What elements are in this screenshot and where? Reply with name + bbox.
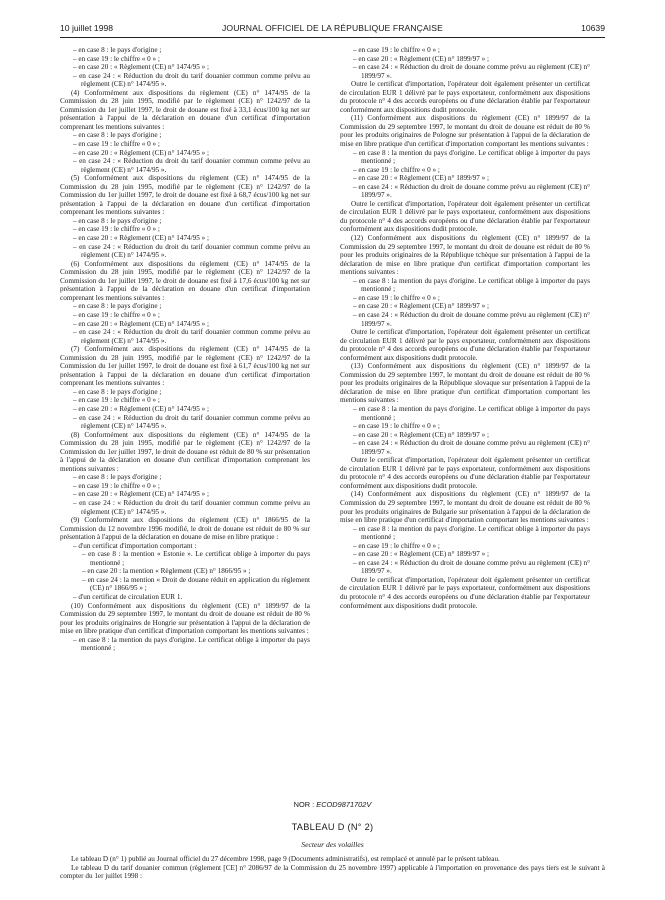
paragraph: Outre le certificat d'importation, l'opérateur doit également présenter un certificat de circulation EUR 1 délivré par le pays exportateur, conformément aux dispositions du protocole n° 4 des accords européens ou d'une déclaration établie par l'exportateur conformément aux dispositions dudit protocole. <box>340 80 590 114</box>
paragraph: (14) Conformément aux dispositions du règlement (CE) n° 1899/97 de la Commission du 29 septembre 1997, le montant du droit de douane est réduit de 80 % pour les produits originaires de Bulgarie sur présentation à l'appui de la déclaration de mise en libre pratique d'un certificat d'importation comportant les mentions suivantes : <box>340 490 590 525</box>
footer-paragraph: Le tableau D du tarif douanier commun (règlement [CE] n° 2086/97 de la Commission du 25 novembre 1997) applicable à l'importation en provenance des pays tiers est le suivant à compter du 1er juillet 1998 : <box>60 863 605 881</box>
paragraph: – en case 24 : « Réduction du droit de douane comme prévu au règlement (CE) n° 1899/97 ». <box>353 558 590 576</box>
paragraph: – en case 20 : « Règlement (CE) n° 1474/95 » ; <box>73 490 210 499</box>
paragraph: – en case 19 : le chiffre « 0 » ; <box>353 422 440 431</box>
footer-paragraph: Le tableau D (n° 1) publié au Journal officiel du 27 décembre 1998, page 9 (Documents administratifs), est remplacé et annulé par le présent tableau. <box>71 855 500 863</box>
paragraph: – en case 20 : la mention « Règlement (CE) n° 1866/95 » ; <box>82 567 251 576</box>
paragraph: (5) Conformément aux dispositions du règlement (CE) n° 1474/95 de la Commission du 28 juin 1995, modifié par le règlement (CE) n° 1242/97 de la Commission du 1er juillet 1997, le droit de douane est fixé à 68,7 écus/100 kg net sur présentation à l'appui de la déclaration en douane d'un certificat d'importation comprenant les mentions suivantes : <box>60 174 310 217</box>
paragraph: (9) Conformément aux dispositions du règlement (CE) n° 1866/95 de la Commission du 12 novembre 1996 modifié, le droit de douane est réduit de 80 % sur présentation à l'appui de la déclaration en douane de mise en libre pratique : <box>60 516 310 542</box>
paragraph: (4) Conformément aux dispositions du règlement (CE) n° 1474/95 de la Commission du 28 juin 1995, modifié par le règlement (CE) n° 1242/97 de la Commission du 1er juillet 1997, le droit de douane est fixé à 33,1 écus/100 kg net sur présentation à l'appui de la déclaration en douane d'un certificat d'importation comprenant les mentions suivantes : <box>60 88 310 131</box>
paragraph: Outre le certificat d'importation, l'opérateur doit également présenter un certificat de circulation EUR 1 délivré par le pays exportateur, conformément aux dispositions du protocole n° 4 des accords européens ou d'une déclaration établie par l'exportateur conformément aux dispositions dudit protocole. <box>340 575 590 610</box>
paragraph: – en case 20 : « Règlement (CE) n° 1474/95 » ; <box>73 234 210 243</box>
paragraph: – en case 8 : la mention du pays d'origine. Le certificat oblige à importer du pays mentionné ; <box>353 276 590 294</box>
paragraph: – en case 19 : le chiffre « 0 » ; <box>353 293 440 302</box>
paragraph: – en case 24 : « Réduction du droit du tarif douanier commun comme prévu au règlement (CE) n° 1474/95 ». <box>73 71 310 89</box>
paragraph: – en case 24 : « Réduction du droit de douane comme prévu au règlement (CE) n° 1899/97 ». <box>353 182 590 200</box>
paragraph: – en case 19 : le chiffre « 0 » ; <box>73 396 160 405</box>
paragraph: – en case 19 : le chiffre « 0 » ; <box>73 481 160 490</box>
nor-reference <box>0 800 665 809</box>
paragraph: – en case 24 : « Réduction du droit du tarif douanier commun comme prévu au règlement (CE) n° 1474/95 ». <box>73 157 310 174</box>
paragraph: (6) Conformément aux dispositions du règlement (CE) n° 1474/95 de la Commission du 28 juin 1995, modifié par le règlement (CE) n° 1242/97 de la Commission du 1er juillet 1997, le droit de douane est fixé à 17,6 écus/100 kg net sur présentation à l'appui de la déclaration en douane d'un certificat d'importation comprenant les mentions suivantes : <box>60 259 310 302</box>
paragraph: – en case 19 : le chiffre « 0 » ; <box>73 225 160 234</box>
paragraph: Outre le certificat d'importation, l'opérateur doit également présenter un certificat de circulation EUR 1 délivré par le pays exportateur, conformément aux dispositions du protocole n° 4 des accords européens ou d'une déclaration établie par l'exportateur conformément aux dispositions dudit protocole. <box>340 199 590 234</box>
paragraph: – en case 8 : la mention du pays d'origine. Le certificat oblige à importer du pays mentionné ; <box>353 524 590 542</box>
paragraph: – en case 24 : « Réduction du droit de douane comme prévu au règlement (CE) n° 1899/97 ». <box>353 63 590 80</box>
nor-label: NOR : <box>293 800 315 809</box>
paragraph: – en case 20 : « Règlement (CE) n° 1899/97 » ; <box>353 54 490 63</box>
nor-value: ECOD9871702V <box>316 800 372 809</box>
paragraph: – d'un certificat de circulation EUR 1. <box>73 593 183 601</box>
paragraph: – en case 24 : « Réduction du droit du tarif douanier commun comme prévu au règlement (CE) n° 1474/95 ». <box>73 328 310 345</box>
paragraph: – en case 8 : le pays d'origine ; <box>73 302 162 311</box>
paragraph: (11) Conformément aux dispositions du règlement (CE) n° 1899/97 de la Commission du 29 septembre 1997, le montant du droit de douane est réduit de 80 % pour les produits originaires de Pologne sur présentation à l'appui de la déclaration de mise en libre pratique d'un certificat d'importation comportant les mentions suivantes : <box>340 114 590 149</box>
paragraph: – en case 19 : le chiffre « 0 » ; <box>73 54 160 63</box>
paragraph: – en case 20 : « Règlement (CE) n° 1474/95 » ; <box>73 63 210 72</box>
paragraph: – en case 8 : le pays d'origine ; <box>73 46 162 54</box>
paragraph: – en case 19 : le chiffre « 0 » ; <box>73 140 160 149</box>
paragraph: (12) Conformément aux dispositions du règlement (CE) n° 1899/97 de la Commission du 29 septembre 1997, le montant du droit de douane est réduit de 80 % pour les produits originaires de la République tchèque sur présentation à l'appui de la déclaration de mise en libre pratique d'un certificat d'importation comportant les mentions suivantes : <box>340 234 590 277</box>
paragraph: – d'un certificat d'importation comportant : <box>73 541 197 550</box>
paragraph: (8) Conformément aux dispositions du règlement (CE) n° 1474/95 de la Commission du 28 juin 1995, modifié par le règlement (CE) n° 1242/97 de la Commission du 1er juillet 1997, le droit de douane est réduit de 80 % sur présentation à l'appui de la déclaration en douane d'un certificat d'importation comprenant les mentions suivantes : <box>60 430 310 473</box>
paragraph: – en case 20 : « Règlement (CE) n° 1899/97 » ; <box>353 174 490 183</box>
footer-text <box>60 855 605 881</box>
paragraph: (13) Conformément aux dispositions du règlement (CE) n° 1899/97 de la Commission du 29 septembre 1997, le montant du droit de douane est réduit de 80 % pour les produits originaires de la République slovaque sur présentation à l'appui de la déclaration de mise en libre pratique d'un certificat d'importation comportant les mentions suivantes : <box>340 362 590 405</box>
paragraph: – en case 20 : « Règlement (CE) n° 1474/95 » ; <box>73 319 210 328</box>
paragraph: – en case 24 : « Réduction du droit du tarif douanier commun comme prévu au règlement (CE) n° 1474/95 ». <box>73 242 310 260</box>
paragraph: – en case 24 : « Réduction du droit du tarif douanier commun comme prévu au règlement (CE) n° 1474/95 ». <box>73 413 310 431</box>
paragraph: – en case 19 : le chiffre « 0 » ; <box>73 310 160 319</box>
header-date: 10 juillet 1998 <box>60 23 114 33</box>
paragraph: (7) Conformément aux dispositions du règlement (CE) n° 1474/95 de la Commission du 28 juin 1995, modifié par le règlement (CE) n° 1242/97 de la Commission du 1er juillet 1997, le droit de douane est fixé à 61,7 écus/100 kg net sur présentation à l'appui de la déclaration en douane d'un certificat d'importation comprenant les mentions suivantes : <box>60 345 310 388</box>
paragraph: – en case 8 : le pays d'origine ; <box>73 473 162 482</box>
paragraph: – en case 8 : le pays d'origine ; <box>73 216 162 225</box>
sector-heading: Secteur des volailles <box>301 840 364 849</box>
paragraph: – en case 20 : « Règlement (CE) n° 1899/97 » ; <box>353 550 490 559</box>
paragraph: – en case 20 : « Règlement (CE) n° 1899/97 » ; <box>353 430 490 439</box>
paragraph: – en case 19 : le chiffre « 0 » ; <box>353 165 440 174</box>
paragraph: – en case 8 : la mention du pays d'origine. Le certificat oblige à importer du pays mentionné ; <box>353 404 590 422</box>
paragraph: Outre le certificat d'importation, l'opérateur doit également présenter un certificat de circulation EUR 1 délivré par le pays exportateur, conformément aux dispositions du protocole n° 4 des accords européens ou d'une déclaration établie par l'exportateur conformément aux dispositions dudit protocole. <box>340 328 590 362</box>
paragraph: – en case 20 : « Règlement (CE) n° 1474/95 » ; <box>73 404 210 413</box>
paragraph: – en case 8 : la mention du pays d'origine. Le certificat oblige à importer du pays mentionné ; <box>353 148 590 166</box>
right-column <box>340 46 590 610</box>
paragraph: – en case 19 : le chiffre « 0 » ; <box>353 541 440 550</box>
paragraph: – en case 8 : la mention « Estonie ». Le certificat oblige à importer du pays mentionné ; <box>82 550 310 567</box>
paragraph: – en case 24 : « Réduction du droit du tarif douanier commun comme prévu au règlement (CE) n° 1474/95 ». <box>73 498 310 516</box>
journal-title: JOURNAL OFFICIEL DE LA RÉPUBLIQUE FRANÇAISE <box>222 23 443 33</box>
left-column <box>60 46 310 653</box>
paragraph: (10) Conformément aux dispositions du règlement (CE) n° 1899/97 de la Commission du 29 septembre 1997, le montant du droit de douane est réduit de 80 % pour les produits originaires de Hongrie sur présentation à l'appui de la déclaration de mise en libre pratique d'un certificat d'importation comportant les mentions suivantes : <box>60 601 310 636</box>
header-rule <box>60 37 605 38</box>
paragraph: Outre le certificat d'importation, l'opérateur doit également présenter un certificat de circulation EUR 1 délivré par le pays exportateur, conformément aux dispositions du protocole n° 4 des accords européens ou d'une déclaration établie par l'exportateur conformément aux dispositions dudit protocole. <box>340 456 590 490</box>
paragraph: – en case 20 : « Règlement (CE) n° 1474/95 » ; <box>73 148 210 157</box>
paragraph: – en case 8 : le pays d'origine ; <box>73 131 162 140</box>
paragraph: – en case 24 : « Réduction du droit de douane comme prévu au règlement (CE) n° 1899/97 ». <box>353 439 590 456</box>
paragraph: – en case 19 : le chiffre « 0 » ; <box>353 46 440 54</box>
paragraph: – en case 8 : la mention du pays d'origine. Le certificat oblige à importer du pays mentionné ; <box>73 635 310 653</box>
page-header <box>60 23 605 37</box>
paragraph: – en case 20 : « Règlement (CE) n° 1899/97 » ; <box>353 302 490 311</box>
paragraph: – en case 24 : « Réduction du droit de douane comme prévu au règlement (CE) n° 1899/97 ». <box>353 310 590 328</box>
paragraph: – en case 24 : la mention « Droit de douane réduit en application du règlement (CE) n° 1866/95 » ; <box>82 575 310 593</box>
table-title: TABLEAU D (N° 2) <box>291 822 374 832</box>
paragraph: – en case 8 : le pays d'origine ; <box>73 387 162 396</box>
page-number: 10639 <box>581 23 605 33</box>
